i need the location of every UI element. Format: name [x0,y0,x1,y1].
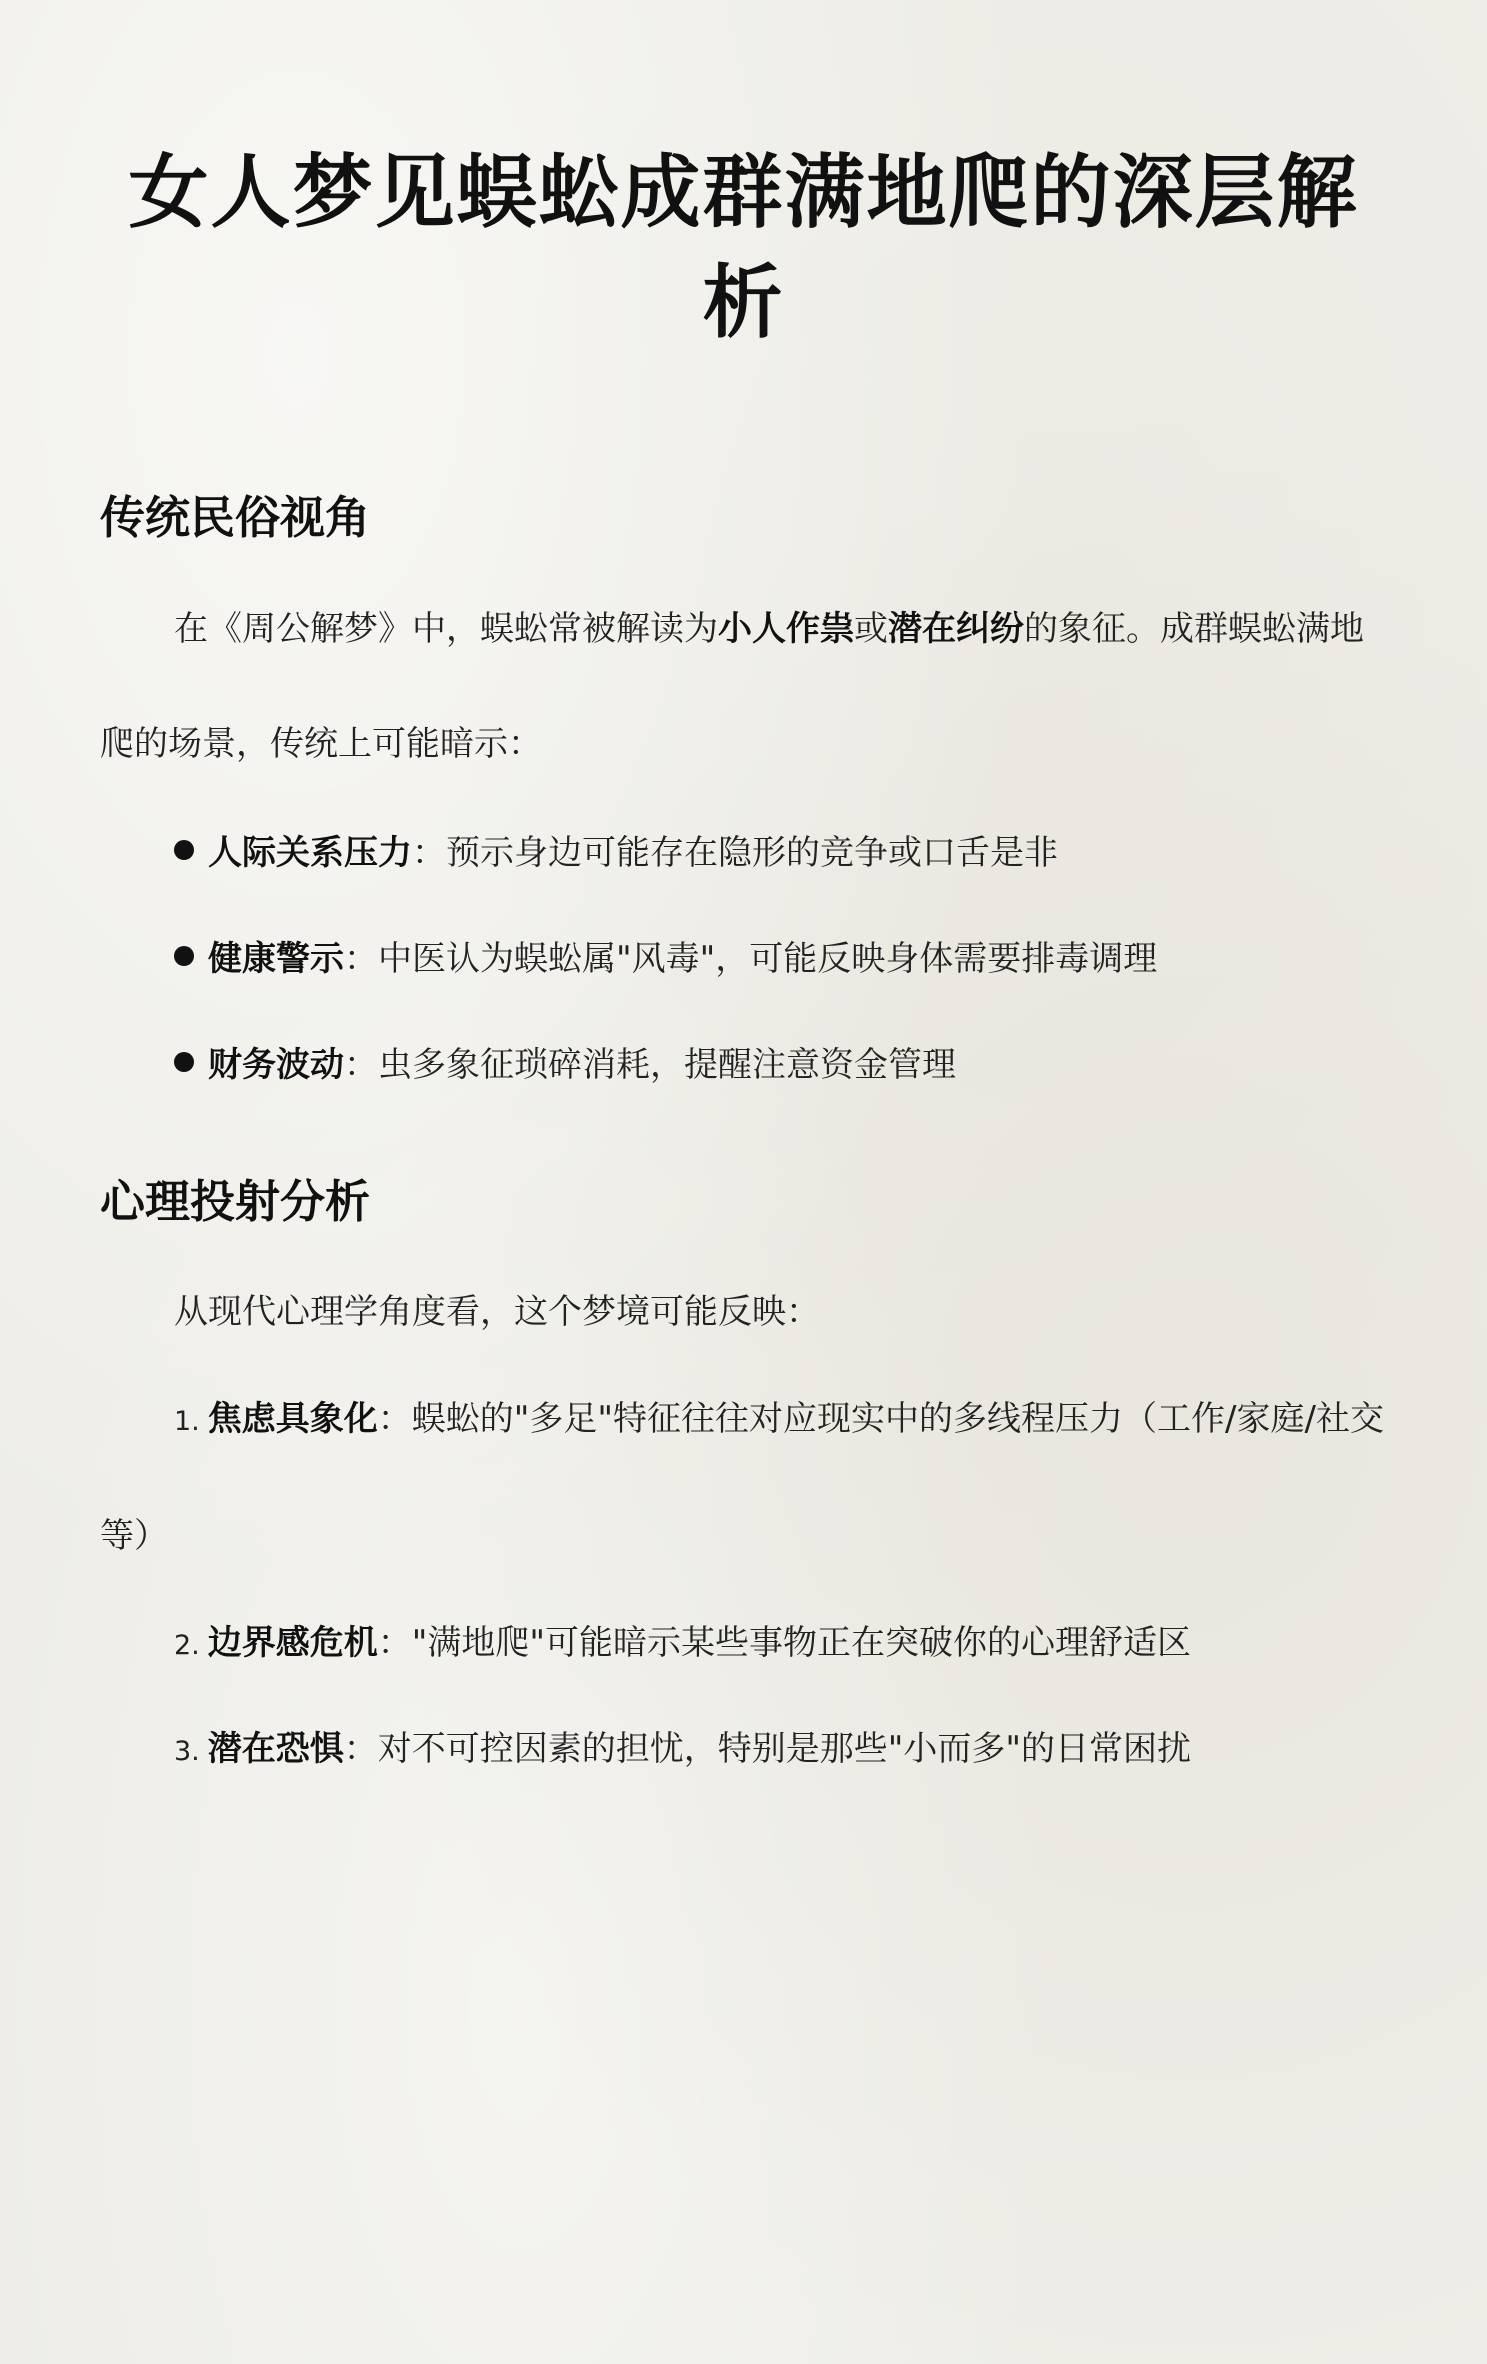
list-item-term: 焦虑具象化 [207,1399,378,1439]
ordered-list-item [174,1724,1191,1777]
list-item-number: 3. [174,1736,200,1767]
list-item-term: 人际关系压力 [208,833,412,873]
list-item-text: ："满地爬"可能暗示某些事物正在突破你的心理舒适区 [377,1623,1192,1663]
intro-text-2: 或 [854,609,888,649]
section-heading-psychology: 心理投射分析 [100,1175,371,1228]
list-item-text: ：中医认为蜈蚣属"风毒"，可能反映身体需要排毒调理 [344,939,1158,979]
intro-emphasis-2: 潜在纠纷 [888,609,1024,649]
intro-text-1: 在《周公解梦》中，蜈蚣常被解读为 [174,609,718,649]
list-item-term: 财务波动 [208,1045,344,1085]
list-item-text: ：虫多象征琐碎消耗，提醒注意资金管理 [344,1045,956,1085]
section-intro-traditional [100,572,1390,802]
bullet-icon [174,946,194,966]
bullet-icon [174,840,194,860]
list-item-text: ：预示身边可能存在隐形的竞争或口舌是非 [412,833,1058,873]
section-heading-traditional: 传统民俗视角 [100,491,371,544]
list-item [174,1040,956,1090]
list-item [174,934,1157,984]
section-intro-psychology: 从现代心理学角度看，这个梦境可能反映： [174,1292,820,1332]
list-item-number: 2. [174,1630,200,1661]
ordered-list-item [174,1618,1191,1671]
list-item-term: 潜在恐惧 [207,1729,344,1769]
list-item-text: ：对不可控因素的担忧，特别是那些"小而多"的日常困扰 [343,1729,1192,1769]
list-item-term: 边界感危机 [207,1623,378,1663]
intro-emphasis-1: 小人作祟 [718,609,854,649]
bullet-icon [174,1052,194,1072]
list-item-text: ：蜈蚣的"多足"特征往往对应现实中的多线程压力（工作/家庭/社交等） [100,1399,1384,1556]
page-title: 女人梦见蜈蚣成群满地爬的深层解析 [128,146,1359,349]
ordered-list-item [100,1362,1390,1594]
list-item-term: 健康警示 [208,939,344,979]
intro-text-3: 的象征。成群蜈蚣满地爬的场景，传统上可能暗示： [100,609,1364,764]
list-item [174,828,1058,878]
list-item-number: 1. [174,1406,200,1437]
